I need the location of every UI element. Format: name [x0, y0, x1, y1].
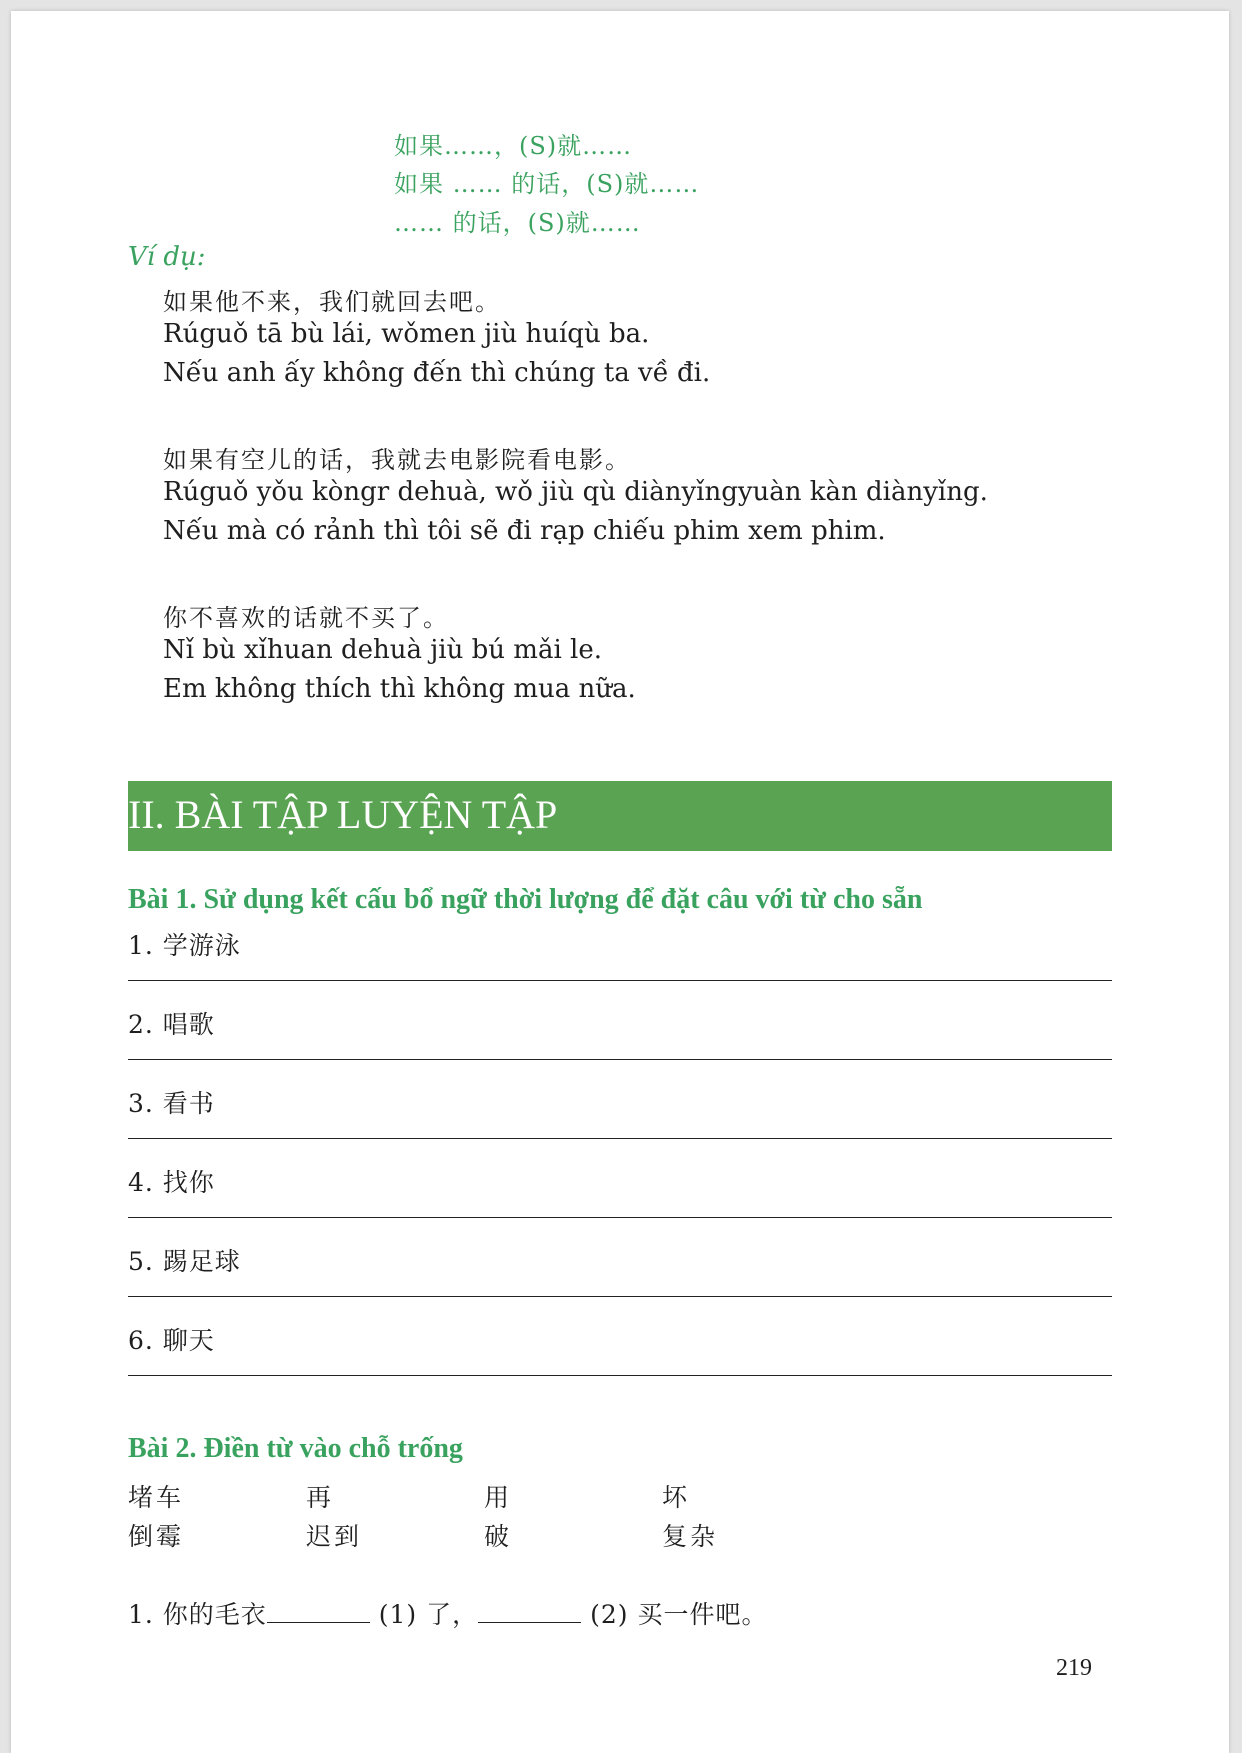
exercise-1-item-1: 1. 学游泳	[128, 931, 241, 960]
exercise-2-question-1	[128, 1595, 767, 1631]
exercise-1-item-4: 4. 找你	[128, 1168, 215, 1197]
answer-line-1[interactable]	[128, 980, 1112, 981]
question-1-part-a: 1. 你的毛衣	[128, 1600, 267, 1629]
exercise-2-title: Bài 2. Điền từ vào chỗ trống	[128, 1433, 463, 1464]
pattern-line-3: …… 的话，(S)就……	[394, 209, 641, 237]
word-bank-item: 堵车	[128, 1483, 185, 1512]
word-bank-item: 迟到	[306, 1522, 363, 1551]
example-1-pinyin: Rúguǒ tā bù lái, wǒmen jiù huíqù ba.	[163, 319, 650, 349]
word-bank-item: 破	[484, 1522, 513, 1551]
pattern-line-1: 如果……，(S)就……	[394, 132, 633, 160]
answer-line-6[interactable]	[128, 1375, 1112, 1376]
exercise-1-item-3: 3. 看书	[128, 1089, 215, 1118]
answer-line-5[interactable]	[128, 1296, 1112, 1297]
answer-line-3[interactable]	[128, 1138, 1112, 1139]
page-number: 219	[1056, 1655, 1092, 1681]
question-1-part-c: (2) 买一件吧。	[590, 1600, 768, 1629]
example-label: Ví dụ:	[128, 242, 206, 272]
document-page	[11, 11, 1229, 1753]
pattern-line-2: 如果 …… 的话，(S)就……	[394, 170, 700, 198]
section-header-bar	[128, 781, 1112, 851]
answer-line-4[interactable]	[128, 1217, 1112, 1218]
example-2-chinese: 如果有空儿的话，我就去电影院看电影。	[163, 446, 631, 474]
exercise-1-item-2: 2. 唱歌	[128, 1010, 215, 1039]
example-2-pinyin: Rúguǒ yǒu kòngr dehuà, wǒ jiù qù diànyǐngyuàn kàn diànyǐng.	[163, 477, 988, 507]
blank-1[interactable]	[267, 1600, 370, 1623]
word-bank-item: 复杂	[662, 1522, 719, 1551]
word-bank-item: 坏	[662, 1483, 691, 1512]
word-bank-item: 用	[484, 1483, 513, 1512]
example-3-vietnamese: Em không thích thì không mua nữa.	[163, 674, 636, 704]
answer-line-2[interactable]	[128, 1059, 1112, 1060]
exercise-1-title: Bài 1. Sử dụng kết cấu bổ ngữ thời lượng để đặt câu với từ cho sẵn	[128, 884, 923, 915]
blank-2[interactable]	[478, 1600, 581, 1623]
example-1-chinese: 如果他不来，我们就回去吧。	[163, 288, 501, 316]
example-2-vietnamese: Nếu mà có rảnh thì tôi sẽ đi rạp chiếu phim xem phim.	[163, 516, 886, 546]
example-3-pinyin: Nǐ bù xǐhuan dehuà jiù bú mǎi le.	[163, 635, 602, 665]
question-1-part-b: (1) 了，	[378, 1600, 479, 1629]
exercise-1-item-6: 6. 聊天	[128, 1326, 215, 1355]
exercise-1-item-5: 5. 踢足球	[128, 1247, 241, 1276]
example-1-vietnamese: Nếu anh ấy không đến thì chúng ta về đi.	[163, 358, 711, 388]
word-bank-item: 倒霉	[128, 1522, 185, 1551]
example-3-chinese: 你不喜欢的话就不买了。	[163, 604, 449, 632]
word-bank-item: 再	[306, 1483, 335, 1512]
section-title: II. BÀI TẬP LUYỆN TẬP	[128, 792, 558, 837]
